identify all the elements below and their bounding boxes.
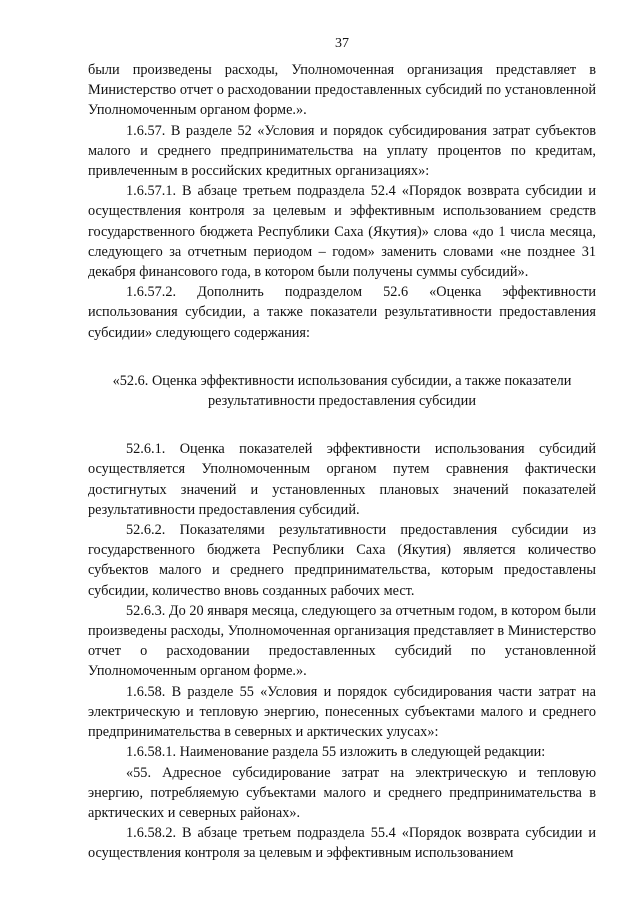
paragraph-1-6-58-1: 1.6.58.1. Наименование раздела 55 изложить в следующей редакции: (126, 744, 546, 761)
section-heading-52-6: «52.6. Оценка эффективности использования субсидии, а также показатели результативности предоставления субсидии (112, 372, 572, 410)
paragraph-continuation: были произведены расходы, Уполномоченная организация представляет в Министерство отчет о расходовании предоставленных субсидий по установленной Уполномоченным органом форме.». (88, 62, 596, 119)
document-page (88, 0, 596, 905)
paragraph-52-6-2: 52.6.2. Показателями результативности предоставления субсидии из государственного бюджета Республики Саха (Якутия) является количество субъектов малого и среднего предпринимательства, которым предоставлены субсидии, количество вновь созданных рабочих мест. (88, 522, 596, 599)
paragraph-1-6-58: 1.6.58. В разделе 55 «Условия и порядок субсидирования части затрат на электрическую и тепловую энергию, понесенных субъектами малого и среднего предпринимательства в северных и арктических улусах»: (88, 683, 596, 741)
page-number: 37 (335, 36, 349, 51)
paragraph-1-6-58-2: 1.6.58.2. В абзаце третьем подраздела 55.4 «Порядок возврата субсидии и осуществления контроля за целевым и эффективным использованием (88, 825, 596, 862)
paragraph-1-6-57-2: 1.6.57.2. Дополнить подразделом 52.6 «Оценка эффективности использования субсидии, а также показатели результативности предоставления субсидии» следующего содержания: (88, 284, 596, 341)
paragraph-1-6-57-1: 1.6.57.1. В абзаце третьем подраздела 52.4 «Порядок возврата субсидии и осуществления контроля за целевым и эффективным использованием средств государственного бюджета Республики Саха (Якутия)» слова «до 1 числа месяца, следующего за отчетным периодом – годом» заменить словами «не позднее 31 декабря финансового года, в котором были получены суммы субсидий». (88, 183, 596, 281)
paragraph-1-6-57: 1.6.57. В разделе 52 «Условия и порядок субсидирования затрат субъектов малого и среднего предпринимательства на уплату процентов по кредитам, привлеченным в российских кредитных организациях»: (88, 122, 596, 180)
paragraph-52-6-1: 52.6.1. Оценка показателей эффективности использования субсидий осуществляется Уполномоченным органом путем сравнения фактически достигнутых значений и установленных плановых значений показателей результативности предоставления субсидий. (88, 441, 596, 518)
paragraph-section-55-title: «55. Адресное субсидирование затрат на электрическую и тепловую энергию, потребляемую субъектами малого и среднего предпринимательства в арктических и северных районах». (88, 764, 596, 821)
paragraph-52-6-3: 52.6.3. До 20 января месяца, следующего за отчетным годом, в котором были произведены расходы, Уполномоченная организация представляет в Министерство отчет о расходовании предоставленных субсидий по установленной Уполномоченным органом форме.». (88, 602, 596, 680)
document-body (88, 60, 596, 864)
